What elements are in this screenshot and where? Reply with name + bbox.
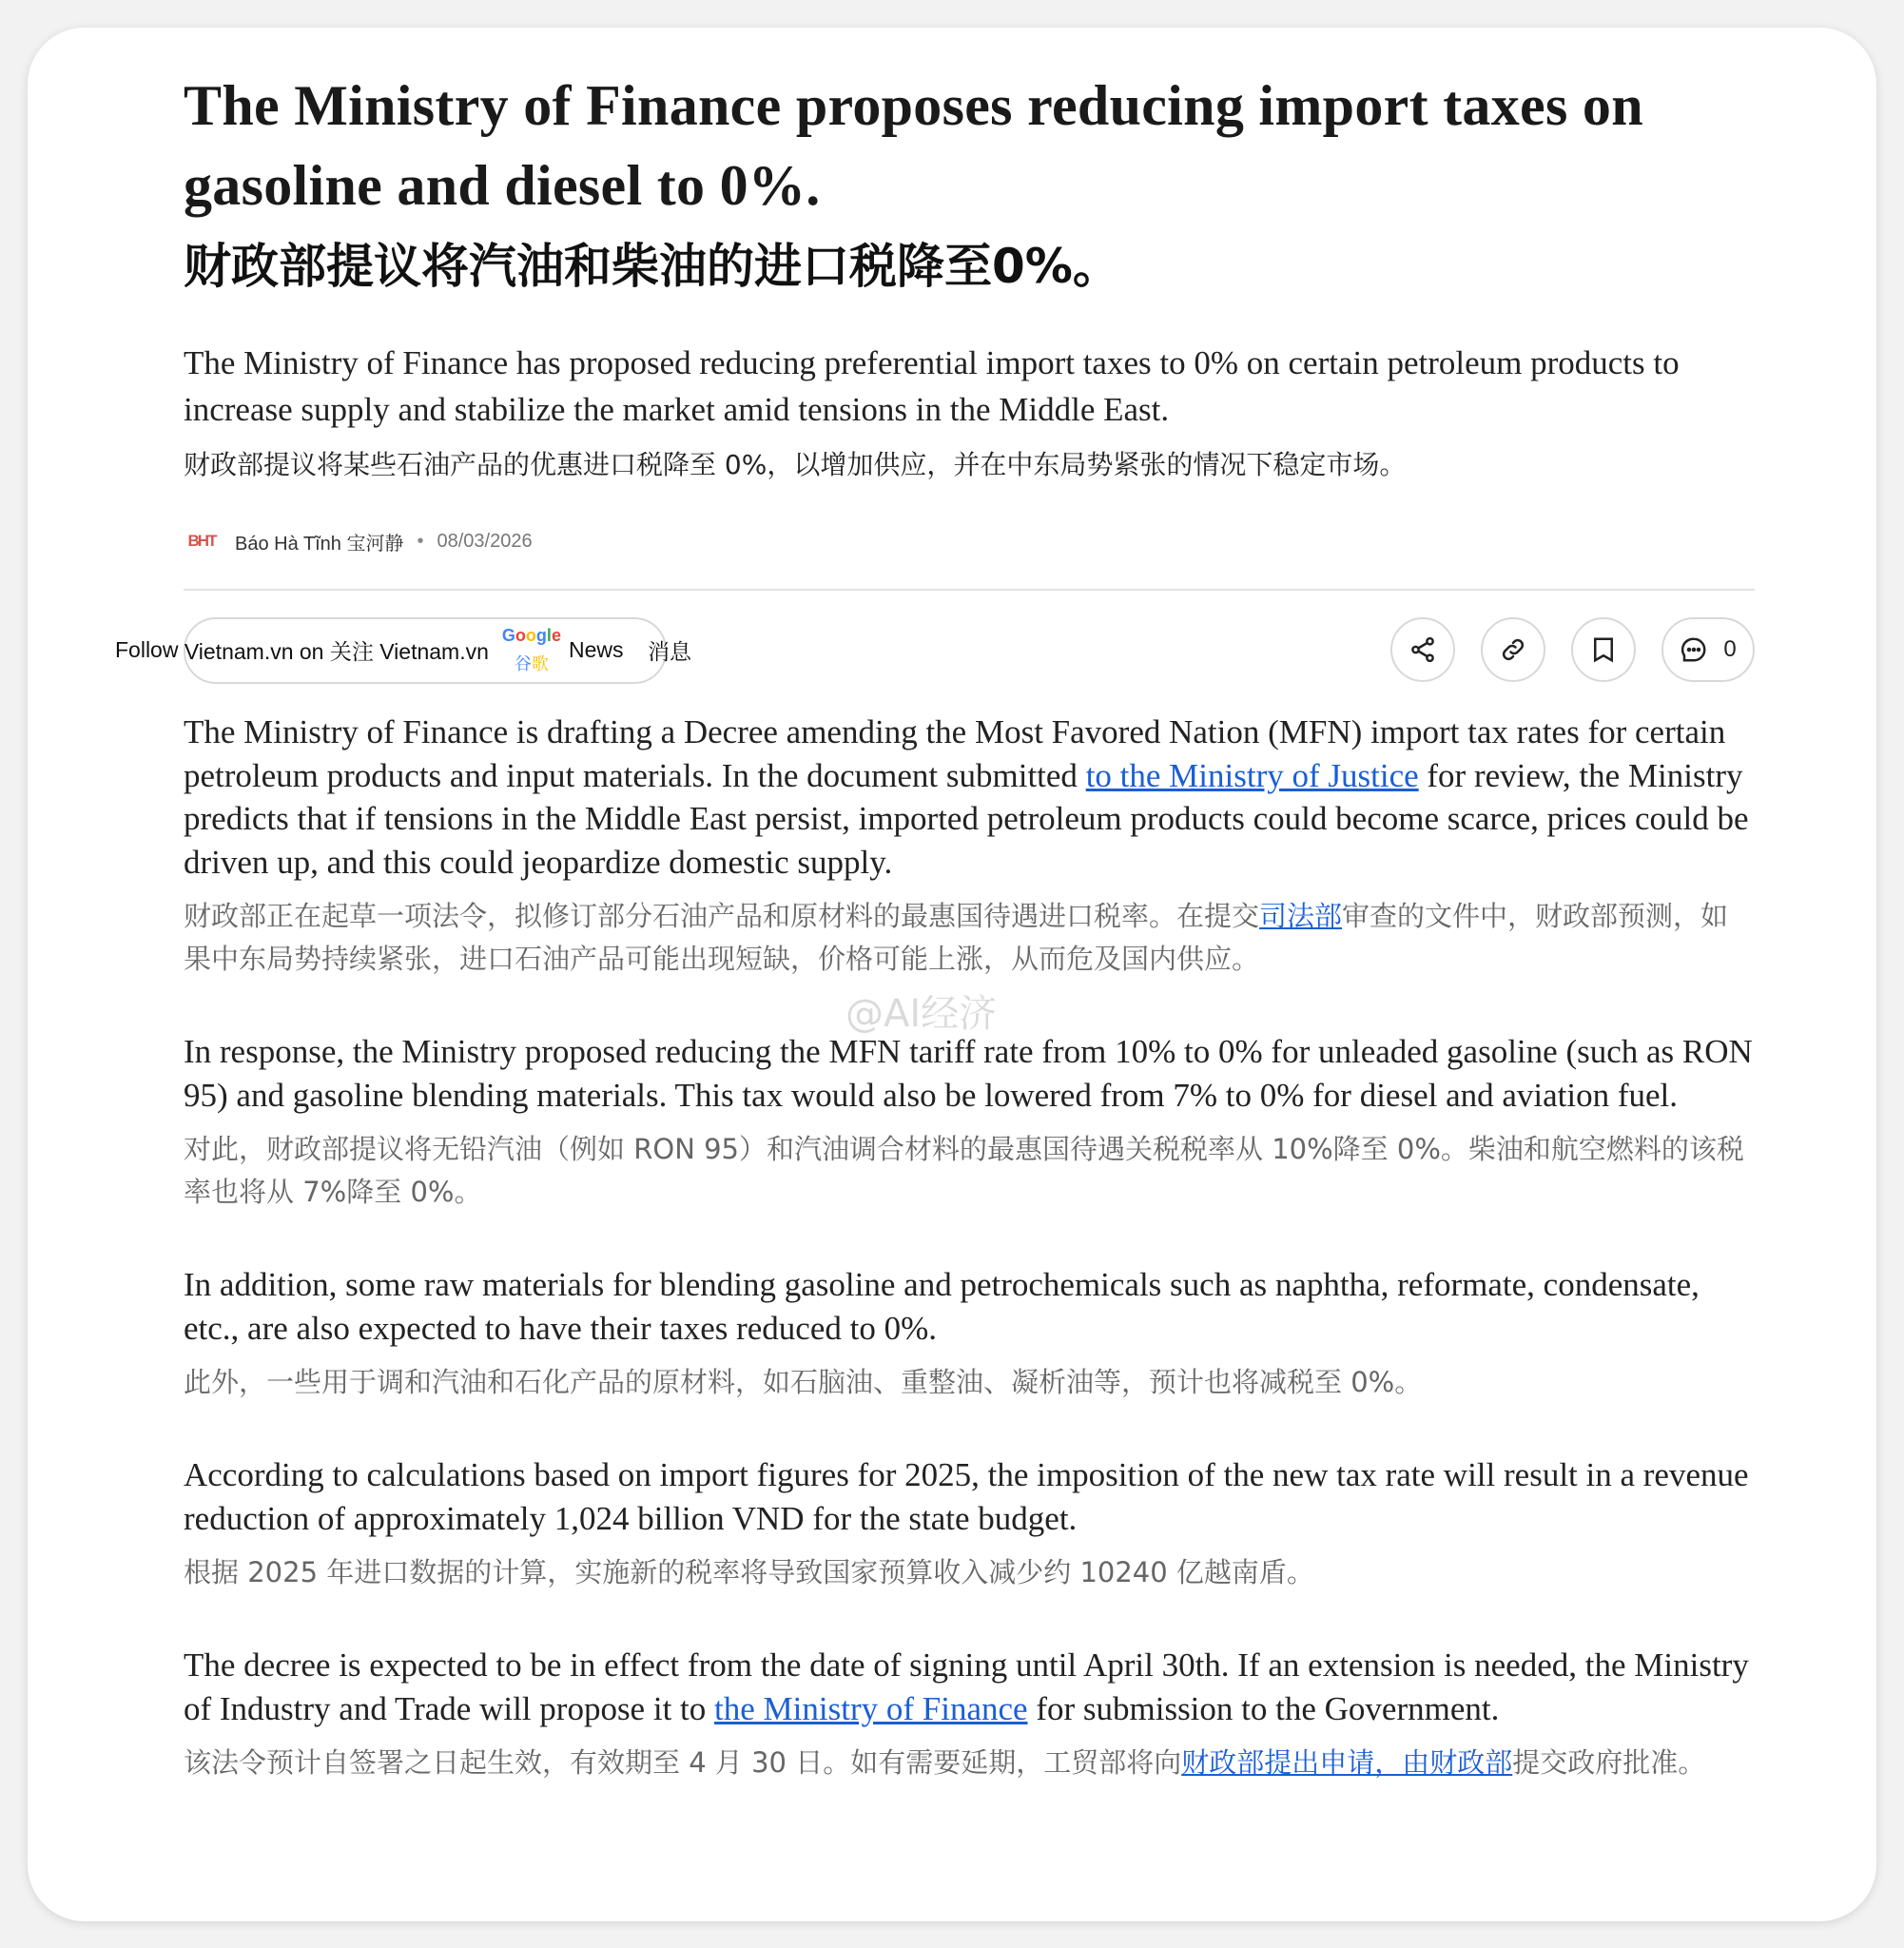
ministry-of-finance-link-zh[interactable]: 财政部提出申请，由财政部 [1181,1746,1513,1779]
publish-date: 08/03/2026 [437,530,533,552]
byline [184,522,1755,560]
copy-link-button[interactable] [1481,617,1545,682]
divider [184,589,1755,591]
article-card [28,28,1876,1921]
news-label-zh: 消息 [648,638,692,664]
paragraph-3-zh: 此外，一些用于调和汽油和石化产品的原材料，如石脑油、重整油、凝析油等，预计也将减税至 0%。 [184,1366,1423,1398]
ministry-of-finance-link[interactable]: the Ministry of Finance [714,1689,1028,1727]
paragraph-4-zh: 根据 2025 年进口数据的计算，实施新的税率将导致国家预算收入减少约 10240 亿越南盾。 [184,1556,1314,1588]
paragraph-2: In response, the Ministry proposed reducing the MFN tariff rate from 10% to 0% for unleaded gasoline (such as RON 95) and gasoline blending materials. This tax would also be lowered from 7% to 0% for diesel and aviation fuel. [184,1033,1753,1114]
paragraph-1-zh: 财政部正在起草一项法令，拟修订部分石油产品和原材料的最惠国待遇进口税率。在提交司法部审查的文件中，财政部预测，如果中东局势持续紧张，进口石油产品可能出现短缺，价格可能上涨，从而危及国内供应。 [184,900,1729,975]
article-title: The Ministry of Finance proposes reducing import taxes on gasoline and diesel to 0%. [184,74,1643,217]
paragraph-5: The decree is expected to be in effect from the date of signing until April 30th. If an extension is needed, the Ministry of Industry and Trade will propose it to the Ministry of Finance for submission to the Government. [184,1646,1749,1727]
comment-icon [1680,635,1708,664]
comments-button[interactable] [1661,617,1755,682]
paragraph-2-zh: 对此，财政部提议将无铅汽油（例如 RON 95）和汽油调合材料的最惠国待遇关税税率从 10%降至 0%。柴油和航空燃料的该税率也将从 7%降至 0%。 [184,1133,1744,1208]
lead-paragraph: The Ministry of Finance has proposed reducing preferential import taxes to 0% on certain petroleum products to increase supply and stabilize the market amid tensions in the Middle East. [184,344,1680,428]
paragraph-3: In addition, some raw materials for blending gasoline and petrochemicals such as naphtha, reformate, condensate, etc., are also expected to have their taxes reduced to 0%. [184,1266,1700,1347]
separator-dot: • [417,530,424,552]
link-icon [1499,635,1527,664]
watermark: @AI经济 [845,992,998,1036]
share-button[interactable] [1390,617,1455,682]
source-name[interactable]: Báo Hà Tĩnh 宝河静 [235,533,404,555]
news-label: News [568,636,624,662]
paragraph-4: According to calculations based on import figures for 2025, the imposition of the new tax rate will result in a revenue reduction of approximately 1,024 billion VND for the state budget. [184,1456,1749,1537]
paragraph-5-zh: 该法令预计自签署之日起生效，有效期至 4 月 30 日。如有需要延期，工贸部将向财政部提出申请，由财政部提交政府批准。 [184,1746,1706,1779]
paragraph-1: The Ministry of Finance is drafting a Decree amending the Most Favored Nation (MFN) import tax rates for certain petroleum products and input materials. In the document submitted to the Ministry of Justice for review, the Ministry predicts that if tensions in the Middle East persist, imported petroleum products could become scarce, prices could be driven up, and this could jeopardize domestic supply. [184,713,1749,881]
follow-text: Vietnam.vn on 关注 Vietnam.vn [184,638,489,664]
ministry-of-justice-link-zh[interactable]: 司法部 [1259,900,1343,932]
follow-label[interactable] [115,617,691,682]
comment-count: 0 [1723,636,1737,662]
bookmark-button[interactable] [1571,617,1636,682]
ministry-of-justice-link[interactable]: to the Ministry of Justice [1085,756,1419,794]
google-logo: Google 谷歌 [501,626,561,673]
article-actions [1390,617,1755,682]
lead-paragraph-zh: 财政部提议将某些石油产品的优惠进口税降至 0%，以增加供应，并在中东局势紧张的情况下稳定市场。 [184,449,1407,480]
share-icon [1409,635,1437,664]
follow-row [115,617,1755,682]
article-title-zh: 财政部提议将汽油和柴油的进口税降至0%。 [184,239,1120,294]
source-logo: BHT [184,523,220,559]
follow-prefix: Follow [115,636,179,662]
bookmark-icon [1589,635,1618,664]
